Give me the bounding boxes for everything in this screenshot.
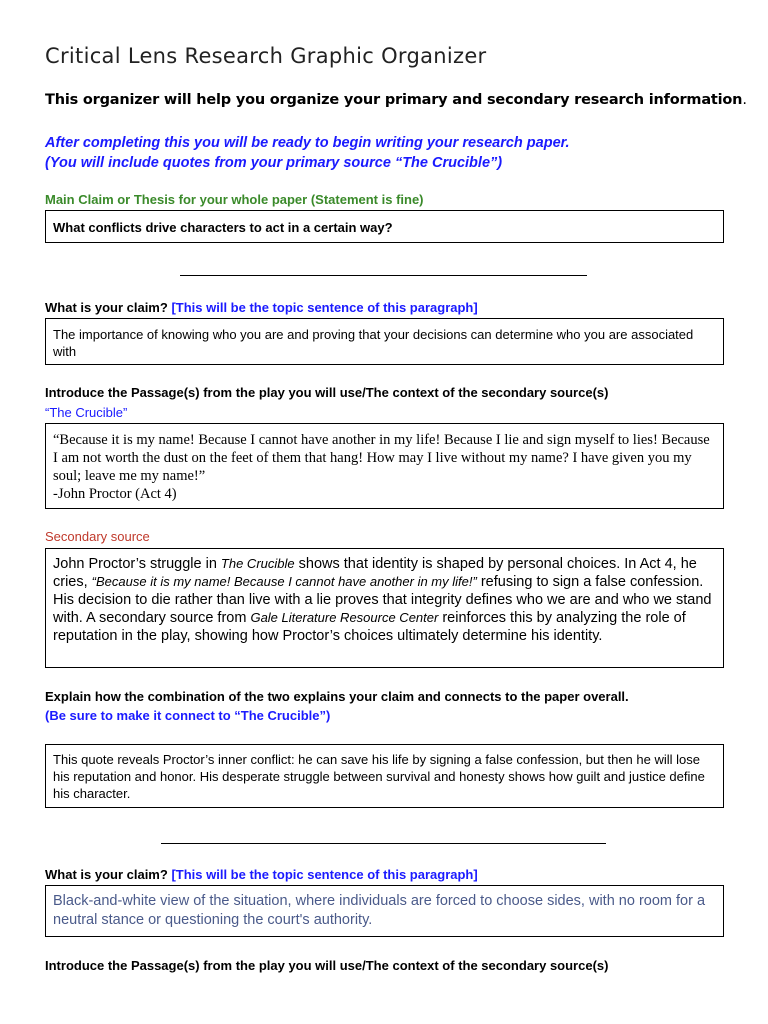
crucible-label: “The Crucible”	[45, 405, 128, 420]
quote-text: “Because it is my name! Because I cannot have another in my life! Because I lie and sign myself to lies! Because I am not worth the dust on the feet of them that hang! How may I live without my name? I have given you my soul; leave me my name!”	[53, 432, 710, 484]
quote-attribution: -John Proctor (Act 4)	[53, 486, 177, 502]
claim-field-1[interactable]	[45, 318, 724, 365]
secondary-italic-1: The Crucible	[220, 556, 295, 571]
claim-field-2[interactable]	[45, 885, 724, 937]
claim-label-text-2: What is your claim?	[45, 867, 168, 882]
instruction-line-1: After completing this you will be ready to begin writing your research paper.	[45, 135, 570, 151]
secondary-text-2: shows that identity is shaped by personal choices. In Act 4, he cries,	[53, 556, 697, 590]
divider-1	[180, 275, 587, 276]
passage-label-2: Introduce the Passage(s) from the play you will use/The context of the secondary source(s)	[45, 958, 609, 973]
explain-label: Explain how the combination of the two explains your claim and connects to the paper overall.	[45, 689, 629, 704]
claim-label-2	[45, 867, 478, 882]
claim-label-text-1: What is your claim?	[45, 300, 168, 315]
explain-value: This quote reveals Proctor’s inner conflict: he can save his life by signing a false confession, but then he will lose his reputation and honor. His desperate struggle between survival and honesty shows how guilt and justice define his character.	[53, 752, 705, 801]
secondary-text-3: refusing to sign a false confession. His decision to die rather than live with a lie proves that integrity defines who we are and who we stand with. A secondary source from	[53, 574, 712, 626]
claim-hint-2: [This will be the topic sentence of this paragraph]	[171, 867, 478, 882]
intro-text	[45, 92, 747, 108]
secondary-text-4: reinforces this by analyzing the role of reputation in the play, showing how Proctor’s choices ultimately determine his identity.	[53, 610, 686, 644]
secondary-italic-2: “Because it is my name! Because I cannot have another in my life!”	[91, 574, 477, 589]
thesis-label: Main Claim or Thesis for your whole paper (Statement is fine)	[45, 192, 424, 207]
secondary-text-1: John Proctor’s struggle in	[53, 556, 221, 572]
page-title: Critical Lens Research Graphic Organizer	[45, 44, 487, 68]
explain-field[interactable]	[45, 744, 724, 808]
passage-label-1: Introduce the Passage(s) from the play you will use/The context of the secondary source(s)	[45, 385, 609, 400]
claim-label-1	[45, 300, 478, 315]
secondary-source-label: Secondary source	[45, 529, 150, 544]
claim-value-2: Black-and-white view of the situation, where individuals are forced to choose sides, with no room for a neutral stance or questioning the court's authority.	[53, 893, 706, 928]
quote-field[interactable]	[45, 423, 724, 509]
intro-period: .	[742, 92, 747, 108]
thesis-value: What conflicts drive characters to act in a certain way?	[53, 220, 393, 235]
secondary-source-field[interactable]	[45, 548, 724, 668]
secondary-italic-3: Gale Literature Resource Center	[250, 610, 439, 625]
instruction-note	[45, 133, 570, 173]
divider-2	[161, 843, 606, 844]
claim-value-1: The importance of knowing who you are and proving that your decisions can determine who you are associated with	[53, 327, 694, 359]
intro-sentence: This organizer will help you organize your primary and secondary research information	[45, 92, 743, 108]
thesis-field[interactable]	[45, 210, 724, 243]
explain-hint: (Be sure to make it connect to “The Crucible”)	[45, 708, 331, 723]
instruction-line-2: (You will include quotes from your primary source “The Crucible”)	[45, 155, 503, 171]
claim-hint-1: [This will be the topic sentence of this paragraph]	[171, 300, 478, 315]
